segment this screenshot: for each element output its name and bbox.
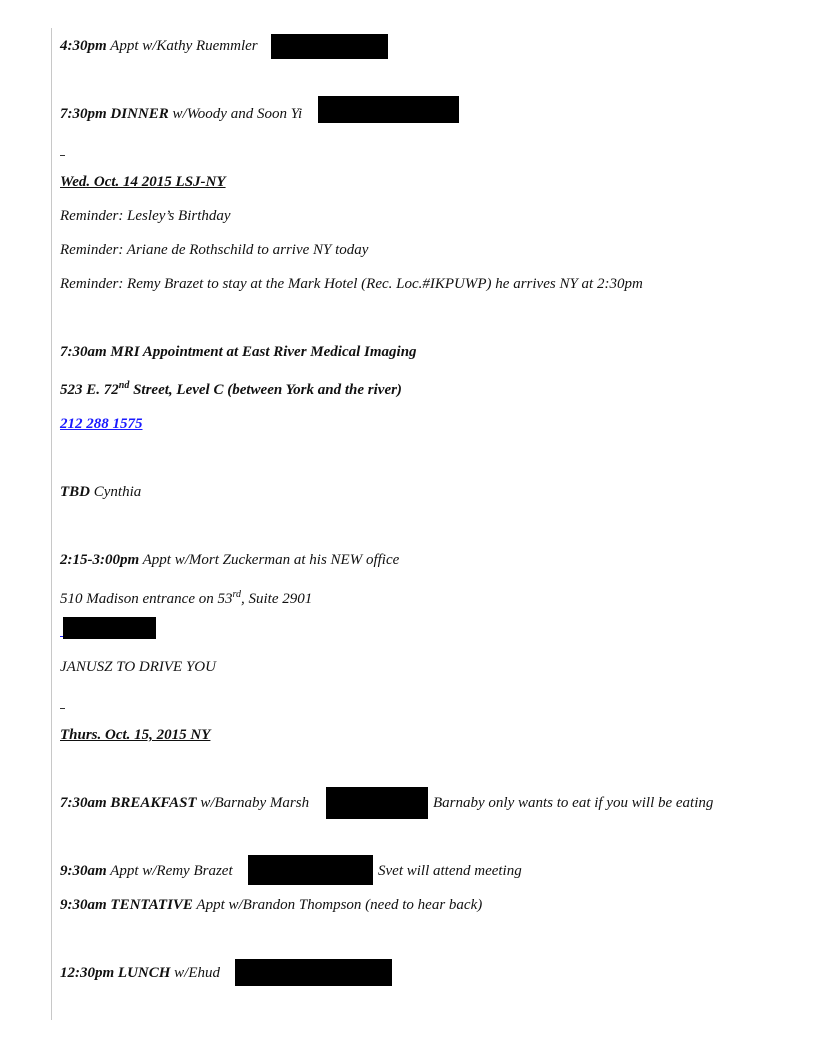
entry-text: Appt w/Remy Brazet [110,863,233,879]
entry-time: 7:30pm DINNER [60,106,169,122]
entry-text: Appt w/Brandon Thompson (need to hear back) [196,897,483,913]
entry-text: Cynthia [93,484,142,500]
redaction-block [235,959,392,986]
redaction-block [248,855,373,885]
address-sup: rd [232,589,242,600]
redaction-block [326,787,428,819]
reminder-rothschild: Reminder: Ariane de Rothschild to arrive NY today [60,242,369,258]
entry-time: 9:30am TENTATIVE [60,897,193,913]
left-margin-rule [51,28,52,1020]
reminder-birthday: Reminder: Lesley’s Birthday [60,208,231,224]
entry-brandon [60,896,482,914]
entry-lunch [60,964,220,982]
entry-time: 12:30pm LUNCH [60,965,171,981]
day-header-oct15: Thurs. Oct. 15, 2015 NY [60,727,211,743]
entry-time: 7:30am BREAKFAST [60,795,197,811]
address-post: , Suite 2901 [241,591,313,607]
entry-tbd [60,483,141,501]
entry-time: 9:30am [60,863,107,879]
entry-kathy [60,37,258,55]
address-sup: nd [118,380,130,391]
entry-text: w/Barnaby Marsh [200,795,310,811]
empty-link-mark [60,708,65,709]
redaction-block [271,34,388,59]
entry-mri: 7:30am MRI Appointment at East River Medical Imaging [60,344,417,360]
breakfast-note: Barnaby only wants to eat if you will be eating [433,795,714,811]
entry-text: w/Woody and Soon Yi [172,106,303,122]
remy-note: Svet will attend meeting [378,863,522,879]
entry-time: 4:30pm [60,38,107,54]
empty-link-mark [60,155,65,156]
address-pre: 510 Madison entrance on 53 [60,591,233,607]
entry-time: 2:15-3:00pm [60,552,140,568]
entry-mort [60,551,399,569]
mort-address [60,590,312,608]
mri-address [60,381,402,399]
address-pre: 523 E. 72 [60,382,119,398]
entry-remy [60,862,233,880]
entry-text: Appt w/Mort Zuckerman at his NEW office [142,552,400,568]
reminder-brazet-hotel: Reminder: Remy Brazet to stay at the Mark Hotel (Rec. Loc.#IKPUWP) he arrives NY at 2:30pm [60,276,643,292]
redaction-block [63,617,156,639]
entry-text: w/Ehud [174,965,221,981]
day-header-oct14: Wed. Oct. 14 2015 LSJ-NY [60,174,226,190]
mri-phone-link[interactable]: 212 288 1575 [60,416,143,432]
redaction-block [318,96,459,123]
entry-label: TBD [60,484,90,500]
entry-dinner [60,105,302,123]
address-post: Street, Level C (between York and the river) [129,382,402,398]
driver-note: JANUSZ TO DRIVE YOU [60,659,216,675]
entry-text: Appt w/Kathy Ruemmler [110,38,258,54]
entry-breakfast [60,794,309,812]
